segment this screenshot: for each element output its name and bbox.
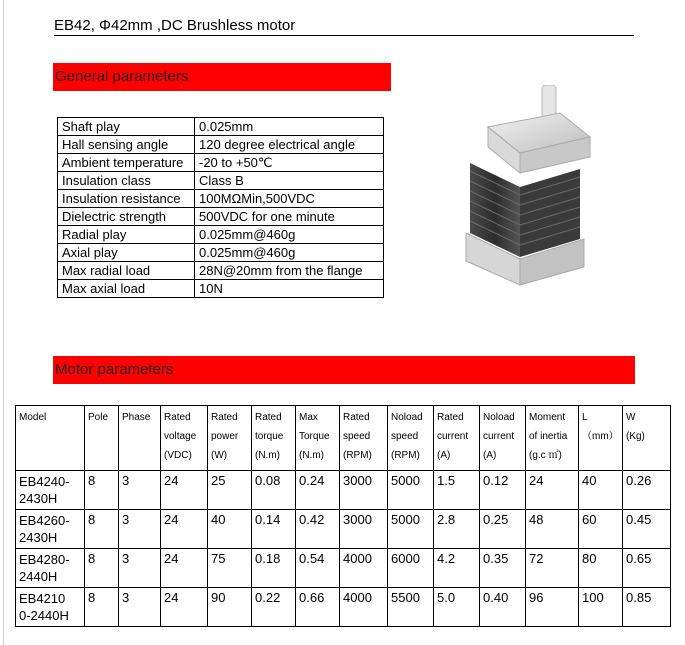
- table-cell: 8: [85, 549, 119, 588]
- column-header: [119, 406, 161, 471]
- header-line: Max: [299, 412, 318, 423]
- table-cell: 0.26: [623, 471, 671, 510]
- header-line: Rated: [164, 412, 191, 423]
- table-cell: 0.54: [296, 549, 340, 588]
- column-header: [579, 406, 623, 471]
- table-cell: 4000: [340, 549, 388, 588]
- table-cell: 0.08: [252, 471, 296, 510]
- table-cell: 8: [85, 510, 119, 549]
- header-line: current: [483, 431, 515, 442]
- model-line: EB4280-: [19, 552, 70, 567]
- header-line: (A): [483, 450, 497, 461]
- model-line: 2430H: [19, 530, 58, 545]
- table-cell: 0.12: [480, 471, 526, 510]
- param-value: 0.025mm@460g: [195, 244, 384, 262]
- header-line: of inertia: [529, 431, 568, 442]
- header-line: current: [437, 431, 469, 442]
- param-name: Axial play: [58, 244, 195, 262]
- table-cell: 3000: [340, 471, 388, 510]
- param-name: Insulation resistance: [58, 190, 195, 208]
- param-value: 500VDC for one minute: [195, 208, 384, 226]
- param-value: 28N@20mm from the flange: [195, 262, 384, 280]
- table-cell: 3000: [340, 510, 388, 549]
- motor-row: [16, 471, 671, 510]
- table-cell: 5000: [388, 471, 434, 510]
- header-line: (g.c ㎡): [529, 450, 562, 461]
- general-row: [58, 118, 384, 136]
- table-cell: 0.40: [480, 588, 526, 627]
- column-header: [85, 406, 119, 471]
- header-line: voltage: [164, 431, 197, 442]
- table-cell: 3: [119, 471, 161, 510]
- param-name: Radial play: [58, 226, 195, 244]
- table-cell: 24: [161, 588, 208, 627]
- param-name: Max radial load: [58, 262, 195, 280]
- table-cell: 3: [119, 510, 161, 549]
- header-line: power: [211, 431, 239, 442]
- header-line: Rated: [437, 412, 464, 423]
- header-line: Pole: [88, 412, 109, 423]
- model-line: 2440H: [19, 569, 58, 584]
- header-line: Noload: [391, 412, 423, 423]
- general-row: [58, 226, 384, 244]
- param-value: 100MΩMin,500VDC: [195, 190, 384, 208]
- table-cell: 0.18: [252, 549, 296, 588]
- table-cell: 48: [526, 510, 579, 549]
- motor-parameters-heading: Motor parameters: [53, 356, 635, 384]
- table-cell: 96: [526, 588, 579, 627]
- table-cell: 0.85: [623, 588, 671, 627]
- param-name: Dielectric strength: [58, 208, 195, 226]
- header-line: Moment: [529, 412, 566, 423]
- title-underline: [54, 35, 634, 36]
- column-header: [526, 406, 579, 471]
- param-value: -20 to +50℃: [195, 154, 384, 172]
- header-line: (N.m): [299, 450, 324, 461]
- header-line: speed: [391, 431, 419, 442]
- table-cell: 4.2: [434, 549, 480, 588]
- table-cell: 4000: [340, 588, 388, 627]
- table-cell: 90: [208, 588, 252, 627]
- model-line: 0-2440H: [19, 608, 69, 623]
- header-line: Rated: [255, 412, 282, 423]
- model-line: EB4210: [19, 591, 66, 606]
- general-parameters-heading: General parameters: [53, 63, 391, 91]
- model-cell: [16, 588, 85, 627]
- table-cell: 72: [526, 549, 579, 588]
- column-header: [623, 406, 671, 471]
- header-line: Phase: [122, 412, 151, 423]
- table-cell: 6000: [388, 549, 434, 588]
- general-row: [58, 280, 384, 298]
- table-cell: 5500: [388, 588, 434, 627]
- column-header: [16, 406, 85, 471]
- header-line: L: [582, 412, 588, 423]
- param-name: Ambient temperature: [58, 154, 195, 172]
- header-line: torque: [255, 431, 284, 442]
- param-value: Class B: [195, 172, 384, 190]
- table-cell: 0.65: [623, 549, 671, 588]
- general-row: [58, 190, 384, 208]
- table-cell: 24: [161, 510, 208, 549]
- header-line: speed: [343, 431, 371, 442]
- table-cell: 1.5: [434, 471, 480, 510]
- motor-product-image: [440, 85, 610, 290]
- table-cell: 5000: [388, 510, 434, 549]
- param-name: Max axial load: [58, 280, 195, 298]
- column-header: [296, 406, 340, 471]
- column-header: [388, 406, 434, 471]
- param-value: 120 degree electrical angle: [195, 136, 384, 154]
- header-line: Rated: [211, 412, 238, 423]
- table-cell: 75: [208, 549, 252, 588]
- param-value: 10N: [195, 280, 384, 298]
- page-title: EB42, Φ42mm ,DC Brushless motor: [54, 17, 296, 34]
- header-line: (Kg): [626, 431, 645, 442]
- table-cell: 40: [579, 471, 623, 510]
- header-line: (N.m): [255, 450, 280, 461]
- table-cell: 0.14: [252, 510, 296, 549]
- table-cell: 40: [208, 510, 252, 549]
- model-cell: [16, 549, 85, 588]
- header-line: (RPM): [343, 450, 372, 461]
- table-cell: 24: [526, 471, 579, 510]
- table-cell: 3: [119, 588, 161, 627]
- column-header: [480, 406, 526, 471]
- general-row: [58, 208, 384, 226]
- general-row: [58, 136, 384, 154]
- general-row: [58, 154, 384, 172]
- page-left-border: [3, 0, 4, 645]
- header-line: (A): [437, 450, 451, 461]
- motor-row: [16, 549, 671, 588]
- header-line: Model: [19, 412, 47, 423]
- table-cell: 3: [119, 549, 161, 588]
- table-cell: 2.8: [434, 510, 480, 549]
- header-line: Rated: [343, 412, 370, 423]
- header-line: (RPM): [391, 450, 420, 461]
- header-line: (VDC): [164, 450, 192, 461]
- header-line: W: [626, 412, 636, 423]
- param-name: Hall sensing angle: [58, 136, 195, 154]
- table-cell: 5.0: [434, 588, 480, 627]
- param-name: Insulation class: [58, 172, 195, 190]
- table-cell: 0.25: [480, 510, 526, 549]
- table-cell: 60: [579, 510, 623, 549]
- column-header: [252, 406, 296, 471]
- param-value: 0.025mm: [195, 118, 384, 136]
- column-header: [340, 406, 388, 471]
- general-parameters-table: [57, 117, 384, 298]
- motor-row: [16, 510, 671, 549]
- table-cell: 0.42: [296, 510, 340, 549]
- table-cell: 0.45: [623, 510, 671, 549]
- table-cell: 0.24: [296, 471, 340, 510]
- motor-parameters-table: [15, 405, 671, 627]
- model-cell: [16, 510, 85, 549]
- general-row: [58, 172, 384, 190]
- column-header: [434, 406, 480, 471]
- general-row: [58, 262, 384, 280]
- table-cell: 0.66: [296, 588, 340, 627]
- motor-row: [16, 588, 671, 627]
- table-cell: 24: [161, 471, 208, 510]
- table-cell: 100: [579, 588, 623, 627]
- table-cell: 25: [208, 471, 252, 510]
- table-cell: 80: [579, 549, 623, 588]
- model-line: EB4240-: [19, 474, 70, 489]
- model-cell: [16, 471, 85, 510]
- table-cell: 8: [85, 471, 119, 510]
- header-line: Noload: [483, 412, 515, 423]
- param-value: 0.025mm@460g: [195, 226, 384, 244]
- table-cell: 0.22: [252, 588, 296, 627]
- model-line: 2430H: [19, 491, 58, 506]
- general-row: [58, 244, 384, 262]
- table-cell: 8: [85, 588, 119, 627]
- column-header: [161, 406, 208, 471]
- header-line: (W): [211, 450, 228, 461]
- header-line: Torque: [299, 431, 330, 442]
- column-header: [208, 406, 252, 471]
- model-line: EB4260-: [19, 513, 70, 528]
- header-line: （mm）: [582, 431, 619, 442]
- table-cell: 24: [161, 549, 208, 588]
- table-cell: 0.35: [480, 549, 526, 588]
- param-name: Shaft play: [58, 118, 195, 136]
